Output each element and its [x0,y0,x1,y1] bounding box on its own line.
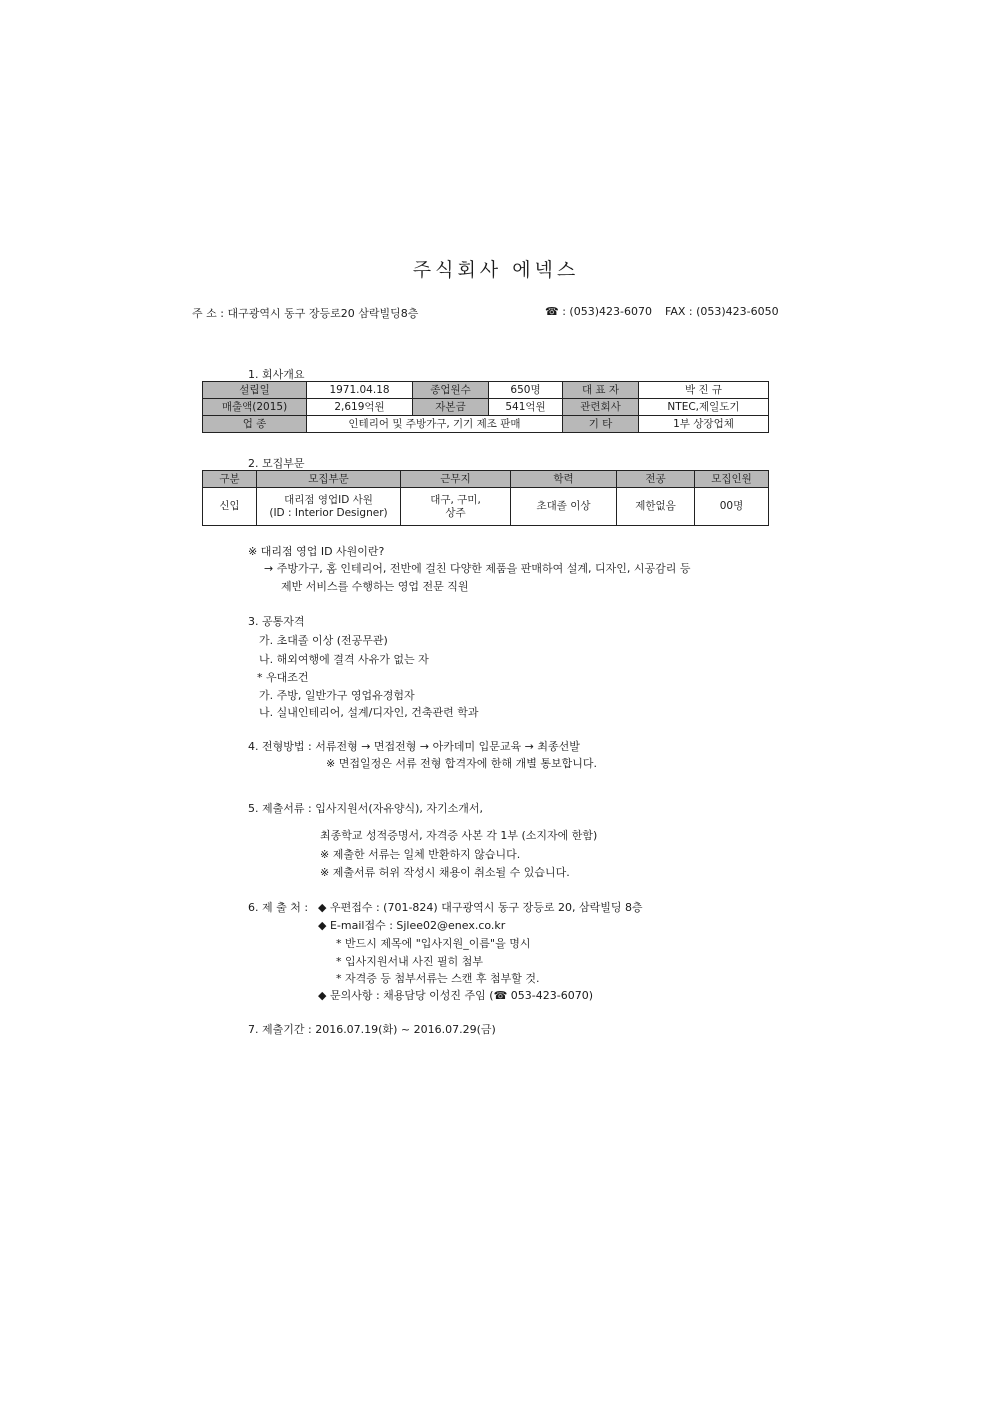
type-cell: 신입 [203,488,257,526]
list-item: 나. 해외여행에 결격 사유가 없는 자 [259,653,429,666]
label-cell: 종업원수 [413,382,489,399]
value-cell: 1971.04.18 [307,382,413,399]
column-header: 전공 [617,471,695,488]
section6-label: 6. 제 출 처 : [248,901,309,914]
section4-note: ※ 면접일정은 서류 전형 합격자에 한해 개별 통보합니다. [326,757,597,770]
label-cell: 대 표 자 [563,382,639,399]
value-cell: 박 진 규 [639,382,769,399]
label-cell: 관련회사 [563,399,639,416]
list-item: 나. 실내인테리어, 설계/디자인, 건축관련 학과 [259,706,479,719]
label-cell: 업 종 [203,416,307,433]
section7-line: 7. 제출기간 : 2016.07.19(화) ~ 2016.07.29(금) [248,1023,496,1036]
recruitment-table [202,470,769,526]
label-cell: 자본금 [413,399,489,416]
address-line: 주 소 : 대구광역시 동구 장등로20 삼락빌딩8층 [192,307,419,320]
table-row [203,488,769,526]
value-cell: 인테리어 및 주방가구, 기기 제조 판매 [307,416,563,433]
value-cell: 1부 상장업체 [639,416,769,433]
note-line: 제반 서비스를 수행하는 영업 전문 직원 [281,580,469,593]
table-header-row [203,471,769,488]
column-header: 근무지 [401,471,511,488]
section4-line: 4. 전형방법 : 서류전형 → 면접전형 → 아카데미 입문교육 → 최종선발 [248,740,580,753]
position-cell [257,488,401,526]
location-cell [401,488,511,526]
section5-note: ※ 제출서류 허위 작성시 채용이 취소될 수 있습니다. [320,866,570,879]
column-header: 학력 [511,471,617,488]
section5-line: 5. 제출서류 : 입사지원서(자유양식), 자기소개서, [248,802,484,815]
note-line: → 주방가구, 홈 인테리어, 전반에 걸친 다양한 제품을 판매하여 설계, 디자인, 시공감리 등 [264,562,691,575]
phone-number: : (053)423-6070 [562,305,652,318]
fax-line: FAX : (053)423-6050 [665,305,779,318]
value-cell: 2,619억원 [307,399,413,416]
section3-title: 3. 공통자격 [248,615,305,628]
telephone-icon: ☎ [545,305,559,318]
table-row [203,416,769,433]
position-subtitle: (ID : Interior Designer) [269,506,388,519]
value-cell: 650명 [489,382,563,399]
company-overview-table [202,381,769,433]
company-title: 주식회사 에넥스 [412,259,580,281]
position-name: 대리점 영업ID 사원 [284,493,373,506]
section5-line: 최종학교 성적증명서, 자격증 사본 각 1부 (소지자에 한함) [320,829,598,842]
label-cell: 설립일 [203,382,307,399]
section5-note: ※ 제출한 서류는 일체 반환하지 않습니다. [320,848,521,861]
table-row [203,399,769,416]
location-line: 상주 [445,506,466,519]
column-header: 구분 [203,471,257,488]
value-cell: 541억원 [489,399,563,416]
major-cell: 제한없음 [617,488,695,526]
mail-submission: ◆ 우편접수 : (701-824) 대구광역시 동구 장등로 20, 삼락빌딩 8층 [318,901,643,914]
column-header: 모집부문 [257,471,401,488]
email-note: * 반드시 제목에 "입사지원_이름"을 명시 [336,937,531,950]
education-cell: 초대졸 이상 [511,488,617,526]
email-submission: ◆ E-mail접수 : Sjlee02@enex.co.kr [318,919,506,932]
section1-title: 1. 회사개요 [248,368,305,381]
headcount-cell: 00명 [695,488,769,526]
section2-title: 2. 모집부문 [248,457,305,470]
phone-line [545,305,652,318]
email-note: * 입사지원서내 사진 필히 첨부 [336,955,483,968]
value-cell: NTEC,제일도기 [639,399,769,416]
email-note: * 자격증 등 첨부서류는 스캔 후 첨부할 것. [336,972,540,985]
column-header: 모집인원 [695,471,769,488]
inquiry-line: ◆ 문의사항 : 채용담당 이성진 주임 (☎ 053-423-6070) [318,989,593,1002]
label-cell: 기 타 [563,416,639,433]
note-title: ※ 대리점 영업 ID 사원이란? [248,545,385,558]
table-row [203,382,769,399]
location-line: 대구, 구미, [430,493,481,506]
list-item: 가. 초대졸 이상 (전공무관) [259,634,388,647]
list-item: * 우대조건 [257,671,309,684]
label-cell: 매출액(2015) [203,399,307,416]
list-item: 가. 주방, 일반가구 영업유경험자 [259,689,415,702]
